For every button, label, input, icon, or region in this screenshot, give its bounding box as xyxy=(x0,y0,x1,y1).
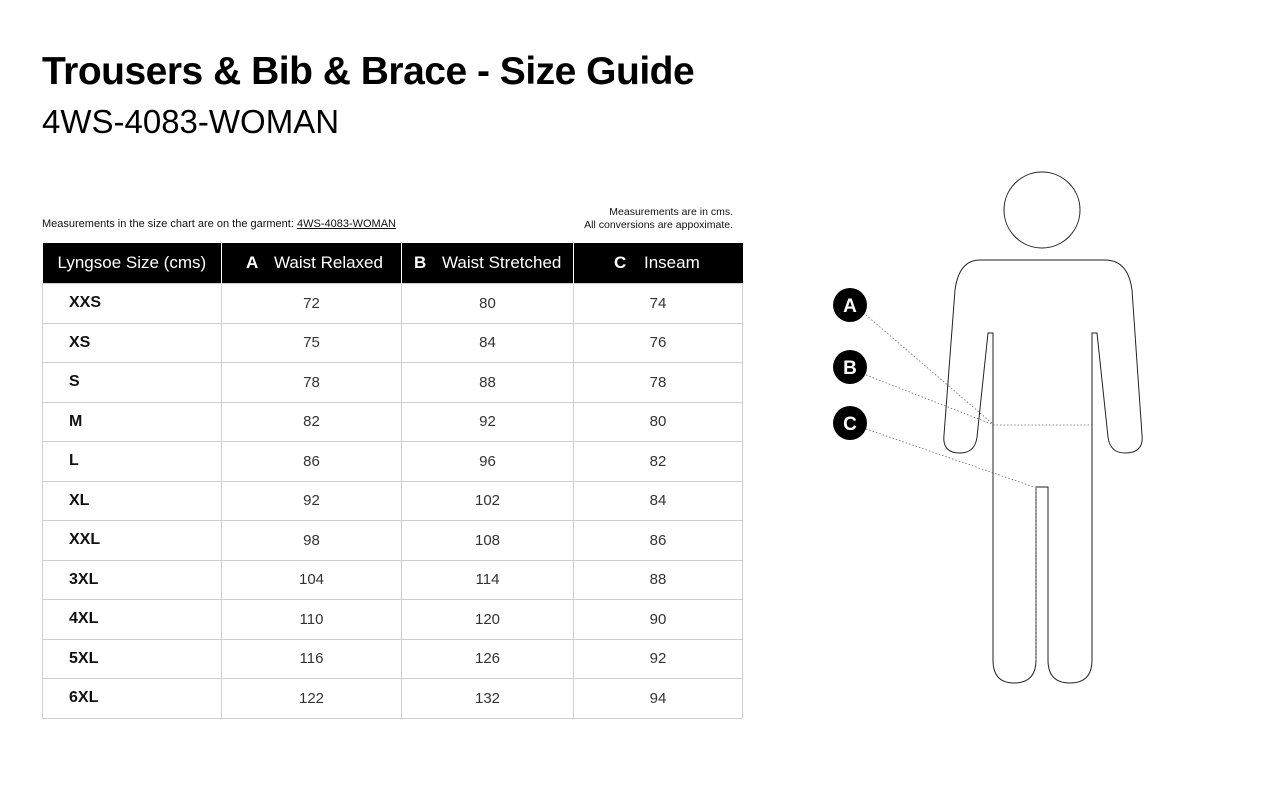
waist-stretched-cell: 96 xyxy=(402,442,574,482)
waist-relaxed-cell: 86 xyxy=(222,442,402,482)
waist-relaxed-cell: 72 xyxy=(222,284,402,324)
table-row xyxy=(43,323,743,363)
waist-stretched-cell: 132 xyxy=(402,679,574,719)
waist-stretched-cell: 88 xyxy=(402,363,574,403)
table-row xyxy=(43,402,743,442)
body-measurement-figure xyxy=(820,165,1150,695)
size-cell: XXL xyxy=(43,521,222,561)
waist-stretched-cell: 114 xyxy=(402,560,574,600)
marker-b xyxy=(833,350,867,384)
product-code: 4WS-4083-WOMAN xyxy=(42,103,340,140)
header-label: Lyngsoe Size (cms) xyxy=(57,253,207,272)
table-row xyxy=(43,481,743,521)
size-cell: XL xyxy=(43,481,222,521)
table-row xyxy=(43,521,743,561)
leader-line-a xyxy=(866,315,994,425)
size-cell: XXS xyxy=(43,284,222,324)
inseam-cell: 94 xyxy=(574,679,743,719)
inseam-cell: 76 xyxy=(574,323,743,363)
inseam-cell: 80 xyxy=(574,402,743,442)
marker-c xyxy=(833,406,867,440)
leader-line-c xyxy=(866,429,1034,487)
size-cell: XS xyxy=(43,323,222,363)
header-waist-relaxed xyxy=(222,243,402,284)
header-letter: B xyxy=(414,253,427,272)
inseam-cell: 82 xyxy=(574,442,743,482)
waist-relaxed-cell: 104 xyxy=(222,560,402,600)
page-title: Trousers & Bib & Brace - Size Guide xyxy=(42,50,695,93)
body-outline xyxy=(944,260,1142,683)
units-note-line2: All conversions are appoximate. xyxy=(584,219,733,231)
waist-relaxed-cell: 78 xyxy=(222,363,402,403)
header-label: Waist Stretched xyxy=(442,253,562,272)
units-note-line1: Measurements are in cms. xyxy=(609,206,733,218)
garment-code: 4WS-4083-WOMAN xyxy=(296,218,396,230)
inseam-cell: 86 xyxy=(574,521,743,561)
marker-c-label: C xyxy=(843,414,857,435)
inseam-cell: 84 xyxy=(574,481,743,521)
size-cell: S xyxy=(43,363,222,403)
header-waist-stretched xyxy=(402,243,574,284)
header-label: Waist Relaxed xyxy=(274,253,383,272)
waist-stretched-cell: 84 xyxy=(402,323,574,363)
table-row xyxy=(43,284,743,324)
header-letter: A xyxy=(246,253,259,272)
waist-relaxed-cell: 122 xyxy=(222,679,402,719)
waist-relaxed-cell: 75 xyxy=(222,323,402,363)
size-table xyxy=(42,243,743,719)
inseam-cell: 92 xyxy=(574,639,743,679)
waist-relaxed-cell: 92 xyxy=(222,481,402,521)
table-row xyxy=(43,442,743,482)
table-row xyxy=(43,363,743,403)
waist-stretched-cell: 92 xyxy=(402,402,574,442)
waist-relaxed-cell: 116 xyxy=(222,639,402,679)
inseam-cell: 74 xyxy=(574,284,743,324)
inseam-cell: 78 xyxy=(574,363,743,403)
size-cell: M xyxy=(43,402,222,442)
inseam-cell: 88 xyxy=(574,560,743,600)
table-row xyxy=(43,560,743,600)
header-letter: C xyxy=(614,253,627,272)
waist-relaxed-cell: 82 xyxy=(222,402,402,442)
marker-b-label: B xyxy=(843,358,857,379)
size-cell: 4XL xyxy=(43,600,222,640)
table-row xyxy=(43,679,743,719)
waist-relaxed-cell: 98 xyxy=(222,521,402,561)
garment-note-text: Measurements in the size chart are on the garment: xyxy=(42,218,297,230)
waist-relaxed-cell: 110 xyxy=(222,600,402,640)
waist-stretched-cell: 80 xyxy=(402,284,574,324)
marker-a xyxy=(833,288,867,322)
waist-stretched-cell: 102 xyxy=(402,481,574,521)
marker-a-label: A xyxy=(843,296,857,317)
table-row xyxy=(43,600,743,640)
table-header-row xyxy=(43,243,743,284)
size-cell: 3XL xyxy=(43,560,222,600)
header-size xyxy=(43,243,222,284)
size-cell: 5XL xyxy=(43,639,222,679)
inseam-cell: 90 xyxy=(574,600,743,640)
size-cell: 6XL xyxy=(43,679,222,719)
head-outline xyxy=(1004,172,1080,248)
waist-stretched-cell: 108 xyxy=(402,521,574,561)
units-note xyxy=(533,206,733,232)
waist-stretched-cell: 120 xyxy=(402,600,574,640)
size-cell: L xyxy=(43,442,222,482)
table-row xyxy=(43,639,743,679)
header-inseam xyxy=(574,243,743,284)
leader-line-b xyxy=(866,375,994,425)
waist-stretched-cell: 126 xyxy=(402,639,574,679)
garment-note xyxy=(42,218,396,230)
header-label: Inseam xyxy=(644,253,700,272)
